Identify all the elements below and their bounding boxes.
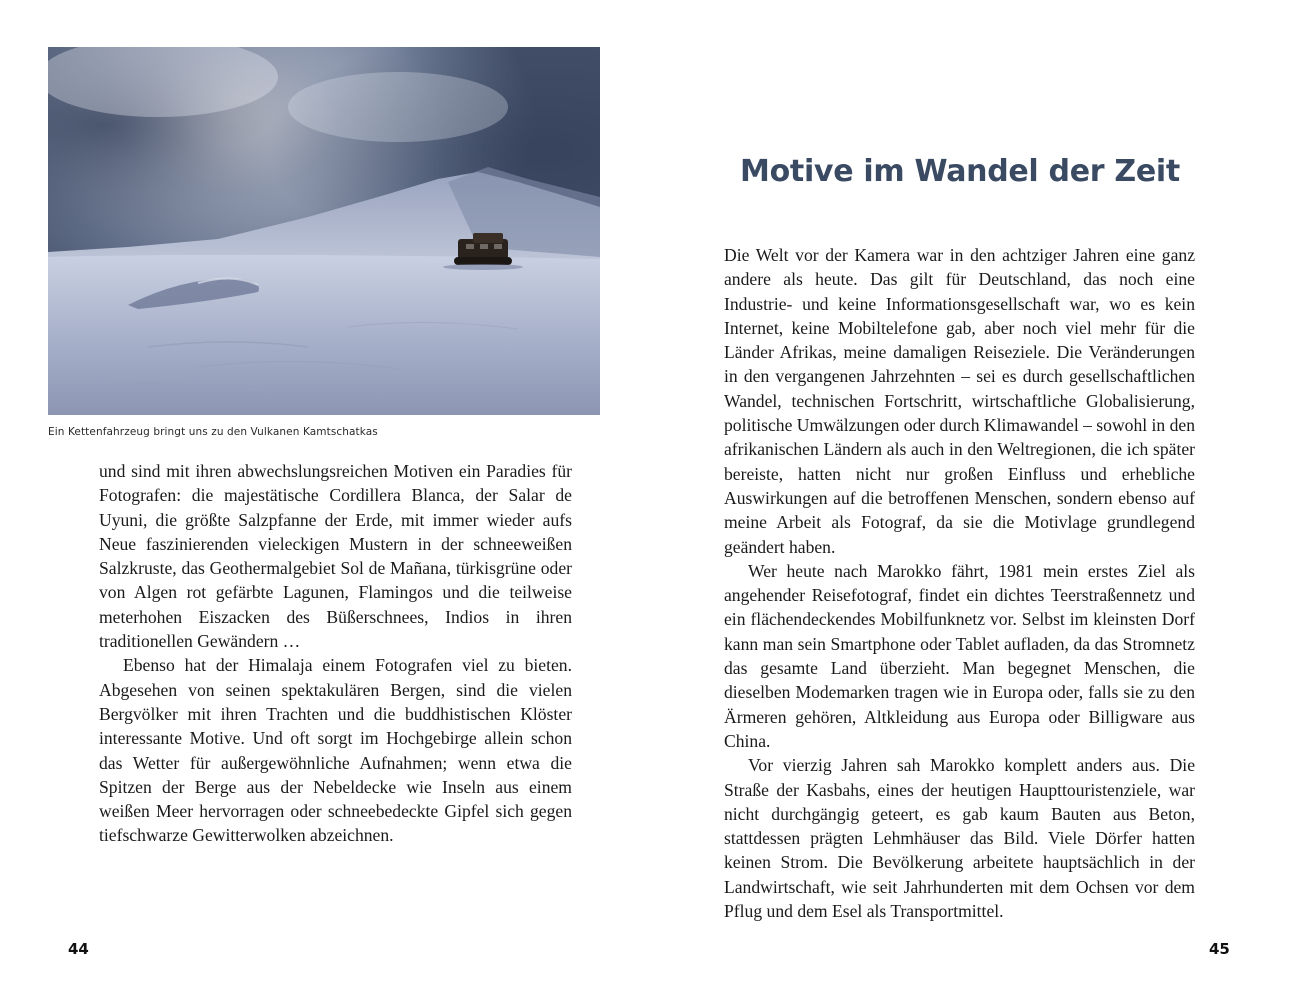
chapter-heading: Motive im Wandel der Zeit xyxy=(740,154,1180,189)
left-paragraph-1: und sind mit ihren abwechslungsreichen Motiven ein Paradies für Fotografen: die majestätische Cordillera Blanca, der Salar de Uyuni, die größte Salzpfanne der Erde, mit immer wieder aufs Neue faszinierenden vieleckigen Mustern in der schneeweißen Salzkruste, das Geothermalgebiet Sol de Mañana, türkisgrüne oder von Algen rot gefärbte Lagunen, Flamingos und die teilweise meterhohen Eiszacken des Büßerschnees, Indios in ihren traditionellen Gewändern … xyxy=(99,461,572,652)
page-number-left: 44 xyxy=(68,940,89,958)
left-page-body xyxy=(99,459,572,848)
page-number-right: 45 xyxy=(1209,940,1230,958)
right-paragraph-2: Wer heute nach Marokko fährt, 1981 mein erstes Ziel als angehender Reisefotograf, findet ein dichtes Teerstraßennetz und ein flächendeckendes Mobilfunknetz vor. Selbst im kleinsten Dorf kann man sein Smartphone oder Tablet aufladen, da das Stromnetz das gesamte Land überzieht. Man begegnet Menschen, die dieselben Modemarken tragen wie in Europa oder, falls sie zu den Ärmeren gehören, Altkleidung aus Europa oder Billigware aus China. xyxy=(724,560,1195,751)
snow-landscape-image xyxy=(48,47,600,415)
photo-caption: Ein Kettenfahrzeug bringt uns zu den Vulkanen Kamtschatkas xyxy=(48,426,378,438)
right-paragraph-1: Die Welt vor der Kamera war in den achtziger Jahren eine ganz andere als heute. Das gilt für Deutschland, das noch eine Industrie- und keine Informationsgesellschaft war, wo es kein Internet, keine Mobiltelefone gab, aber noch viel mehr für die Länder Afrikas, meine damaligen Reiseziele. Die Veränderungen in den vergangenen Jahrzehnten – sei es durch gesellschaftlichen Wandel, technischen Fortschritt, wirtschaftliche Globalisierung, politische Umwälzungen oder durch Klimawandel – sowohl in den afrikanischen Ländern als auch in den Weltregionen, die ich später bereiste, hatten nicht nur großen Einfluss und erhebliche Auswirkungen auf die betroffenen Menschen, sondern ebenso auf meine Arbeit als Fotograf, da sie die Motivlage grundlegend geändert haben. xyxy=(724,245,1196,557)
right-paragraph-3: Vor vierzig Jahren sah Marokko komplett anders aus. Die Straße der Kasbahs, eines der heutigen Haupttouristenziele, war nicht durchgängig geteert, es gab kaum Bauten aus Beton, stattdessen prägten Lehmhäuser das Bild. Viele Dörfer hatten keinen Strom. Die Bevölkerung arbeitete hauptsächlich in der Landwirtschaft, wie seit Jahrhunderten mit dem Ochsen vor dem Pflug und dem Esel als Transportmittel. xyxy=(724,755,1195,922)
left-paragraph-2: Ebenso hat der Himalaja einem Fotografen viel zu bieten. Abgesehen von seinen spektakulären Bergen, sind die vielen Bergvölker mit ihren Trachten und die buddhistischen Klöster interessante Motive. Und oft sorgt im Hochgebirge allein schon das Wetter für außergewöhnliche Aufnahmen; wenn etwa die Spitzen der Berge aus der Nebeldecke wie Inseln aus einem weißen Meer hervorragen oder schneebedeckte Gipfel sich gegen tiefschwarze Gewitterwolken abzeichnen. xyxy=(99,655,572,846)
right-page-body xyxy=(724,243,1195,923)
landscape-photo xyxy=(48,47,600,415)
